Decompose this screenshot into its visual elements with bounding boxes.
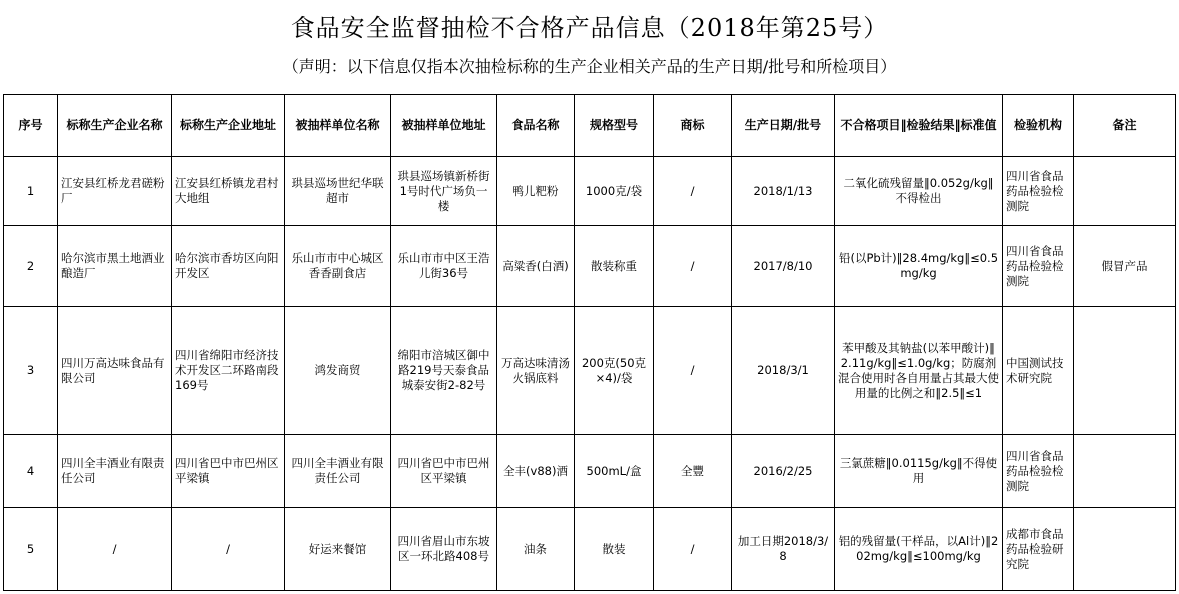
table-cell[interactable]: 散装 bbox=[575, 508, 654, 591]
table-cell[interactable]: 2 bbox=[4, 226, 58, 307]
table-cell[interactable]: 散装称重 bbox=[575, 226, 654, 307]
header-row bbox=[4, 95, 1176, 157]
table-cell[interactable]: 4 bbox=[4, 435, 58, 508]
table-cell[interactable]: / bbox=[654, 226, 732, 307]
header-cell[interactable]: 规格型号 bbox=[575, 95, 654, 157]
header-cell[interactable]: 不合格项目‖检验结果‖标准值 bbox=[835, 95, 1003, 157]
table-row bbox=[4, 435, 1176, 508]
header-cell[interactable]: 备注 bbox=[1074, 95, 1176, 157]
header-cell[interactable]: 商标 bbox=[654, 95, 732, 157]
table-cell[interactable]: 2018/1/13 bbox=[732, 157, 835, 226]
table-cell[interactable] bbox=[1074, 435, 1176, 508]
table-cell[interactable]: 好运来餐馆 bbox=[285, 508, 391, 591]
table-row bbox=[4, 508, 1176, 591]
table-cell[interactable]: 哈尔滨市黑土地酒业酿造厂 bbox=[58, 226, 172, 307]
table-cell[interactable]: 四川全丰酒业有限责任公司 bbox=[285, 435, 391, 508]
table-cell[interactable]: 四川省食品药品检验检测院 bbox=[1003, 226, 1074, 307]
header-cell[interactable]: 被抽样单位名称 bbox=[285, 95, 391, 157]
table-cell[interactable]: 四川省巴中市巴州区平梁镇 bbox=[172, 435, 285, 508]
table-cell[interactable]: 四川省绵阳市经济技术开发区二环路南段169号 bbox=[172, 307, 285, 435]
table-cell[interactable]: 四川省食品药品检验检测院 bbox=[1003, 435, 1074, 508]
table-cell[interactable] bbox=[1074, 508, 1176, 591]
table-cell[interactable]: 珙县巡场镇新桥街1号时代广场负一楼 bbox=[391, 157, 497, 226]
header-cell[interactable]: 标称生产企业地址 bbox=[172, 95, 285, 157]
table-cell[interactable]: 三氯蔗糖‖0.0115g/kg‖不得使用 bbox=[835, 435, 1003, 508]
table-cell[interactable]: 全豐 bbox=[654, 435, 732, 508]
header-cell[interactable]: 食品名称 bbox=[497, 95, 575, 157]
table-cell[interactable]: 四川万高达味食品有限公司 bbox=[58, 307, 172, 435]
table-row bbox=[4, 226, 1176, 307]
table-cell[interactable]: 四川全丰酒业有限责任公司 bbox=[58, 435, 172, 508]
table-cell[interactable]: 江安县红桥龙君磋粉厂 bbox=[58, 157, 172, 226]
table-cell[interactable]: 1000克/袋 bbox=[575, 157, 654, 226]
table-cell[interactable]: / bbox=[654, 508, 732, 591]
table-row bbox=[4, 307, 1176, 435]
table-cell[interactable]: 鸿发商贸 bbox=[285, 307, 391, 435]
table-cell[interactable]: 油条 bbox=[497, 508, 575, 591]
page-subtitle: （声明：以下信息仅指本次抽检标称的生产企业相关产品的生产日期/批号和所检项目） bbox=[282, 57, 897, 76]
table-cell[interactable] bbox=[1074, 157, 1176, 226]
table-cell[interactable]: 乐山市市中区王浩儿街36号 bbox=[391, 226, 497, 307]
inspection-table bbox=[3, 94, 1176, 591]
header-cell[interactable]: 标称生产企业名称 bbox=[58, 95, 172, 157]
table-cell[interactable]: 二氧化硫残留量‖0.052g/kg‖不得检出 bbox=[835, 157, 1003, 226]
table-cell[interactable]: 苯甲酸及其钠盐(以苯甲酸计)‖2.11g/kg‖≤1.0g/kg；防腐剂混合使用时各自用量占其最大使用量的比例之和‖2.5‖≤1 bbox=[835, 307, 1003, 435]
table-cell[interactable]: / bbox=[654, 307, 732, 435]
table-cell[interactable]: 2017/8/10 bbox=[732, 226, 835, 307]
table-row bbox=[4, 157, 1176, 226]
table-cell[interactable]: 2016/2/25 bbox=[732, 435, 835, 508]
table-cell[interactable]: 珙县巡场世纪华联超市 bbox=[285, 157, 391, 226]
table-cell[interactable]: 假冒产品 bbox=[1074, 226, 1176, 307]
table-cell[interactable]: 万高达味清汤火锅底料 bbox=[497, 307, 575, 435]
table-cell[interactable]: 200克(50克×4)/袋 bbox=[575, 307, 654, 435]
table-cell[interactable]: 铅(以Pb计)‖28.4mg/kg‖≤0.5mg/kg bbox=[835, 226, 1003, 307]
header-cell[interactable]: 被抽样单位地址 bbox=[391, 95, 497, 157]
table-cell[interactable]: 500mL/盒 bbox=[575, 435, 654, 508]
table-cell[interactable]: 1 bbox=[4, 157, 58, 226]
table-cell[interactable]: 江安县红桥镇龙君村大地组 bbox=[172, 157, 285, 226]
header-cell[interactable]: 序号 bbox=[4, 95, 58, 157]
table-cell[interactable]: 高粱香(白酒) bbox=[497, 226, 575, 307]
table-cell[interactable]: 哈尔滨市香坊区向阳开发区 bbox=[172, 226, 285, 307]
page-title: 食品安全监督抽检不合格产品信息（2018年第25号） bbox=[290, 14, 889, 42]
table-cell[interactable]: 5 bbox=[4, 508, 58, 591]
table-cell[interactable] bbox=[1074, 307, 1176, 435]
table-cell[interactable]: 全丰(v88)酒 bbox=[497, 435, 575, 508]
table-cell[interactable]: / bbox=[654, 157, 732, 226]
table-cell[interactable]: 鸭儿粑粉 bbox=[497, 157, 575, 226]
table-cell[interactable]: 铝的残留量(干样品，以Al计)‖202mg/kg‖≤100mg/kg bbox=[835, 508, 1003, 591]
table-cell[interactable]: 四川省巴中市巴州区平梁镇 bbox=[391, 435, 497, 508]
table-cell[interactable]: / bbox=[172, 508, 285, 591]
table-cell[interactable]: 中国测试技术研究院 bbox=[1003, 307, 1074, 435]
table-cell[interactable]: 3 bbox=[4, 307, 58, 435]
table-cell[interactable]: 加工日期2018/3/8 bbox=[732, 508, 835, 591]
table-cell[interactable]: 乐山市市中心城区香香副食店 bbox=[285, 226, 391, 307]
header-cell[interactable]: 生产日期/批号 bbox=[732, 95, 835, 157]
table-cell[interactable]: 成都市食品药品检验研究院 bbox=[1003, 508, 1074, 591]
table-cell[interactable]: 绵阳市涪城区御中路219号天泰食品城泰安街2-82号 bbox=[391, 307, 497, 435]
table-cell[interactable]: 四川省眉山市东坡区一环北路408号 bbox=[391, 508, 497, 591]
table-cell[interactable]: / bbox=[58, 508, 172, 591]
table-cell[interactable]: 四川省食品药品检验检测院 bbox=[1003, 157, 1074, 226]
header-cell[interactable]: 检验机构 bbox=[1003, 95, 1074, 157]
table-cell[interactable]: 2018/3/1 bbox=[732, 307, 835, 435]
